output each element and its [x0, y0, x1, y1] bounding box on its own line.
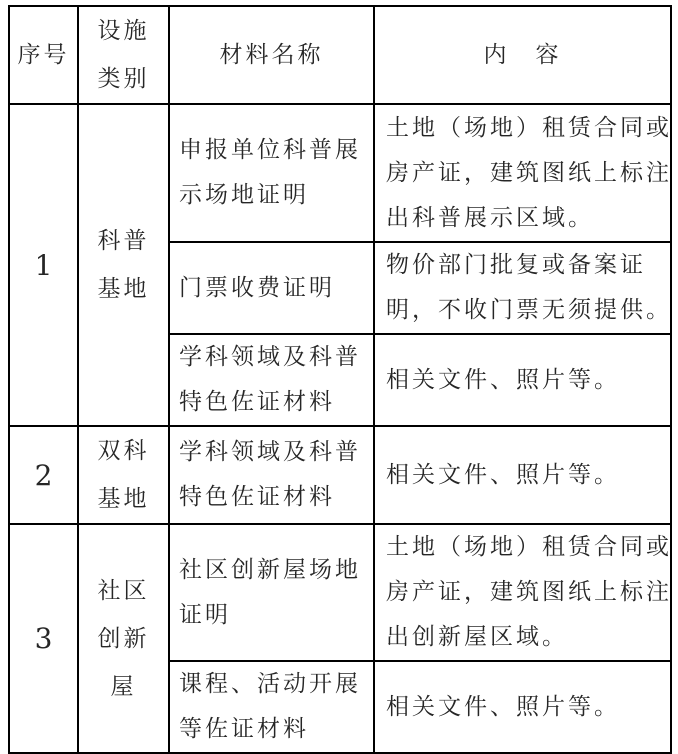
content-line: 房产证，建筑图纸上标注	[386, 159, 672, 186]
category-cell-shuangke-jidi	[78, 426, 169, 524]
material-cell	[169, 426, 374, 524]
material-line: 社区创新屋场地	[179, 556, 361, 583]
table-row	[9, 426, 671, 524]
content-line: 土地（场地）租赁合同或	[386, 534, 672, 560]
category-line: 基地	[97, 276, 150, 302]
seq-cell-3	[9, 524, 78, 753]
material-cell	[169, 334, 374, 426]
category-line: 基地	[97, 486, 150, 512]
material-line: 门票收费证明	[179, 274, 335, 301]
seq-value: 2	[34, 458, 53, 492]
header-content	[374, 6, 671, 104]
header-material	[169, 6, 374, 104]
seq-cell-2	[9, 426, 78, 524]
header-seq	[9, 6, 78, 104]
content-cell	[374, 426, 671, 524]
content-line: 相关文件、照片等。	[386, 461, 620, 488]
category-line: 双科	[97, 438, 150, 464]
header-content-label: 内 容	[483, 42, 562, 68]
category-line: 屋	[110, 673, 137, 700]
category-cell-shequ-chuangxinwu	[78, 524, 169, 753]
category-cell-kepu-jidi	[78, 104, 169, 426]
material-line: 等佐证材料	[179, 716, 309, 742]
content-line: 物价部门批复或备案证	[386, 252, 646, 278]
content-line: 房产证，建筑图纸上标注	[386, 579, 672, 605]
requirements-table	[8, 5, 672, 754]
material-line: 学科领域及科普	[179, 439, 361, 465]
content-cell	[374, 661, 671, 753]
seq-cell-1	[9, 104, 78, 426]
seq-value: 3	[34, 622, 53, 655]
material-line: 特色佐证材料	[179, 389, 335, 415]
material-line: 课程、活动开展	[179, 671, 361, 697]
header-category-line: 类别	[97, 66, 150, 92]
seq-value: 1	[34, 248, 53, 282]
header-category	[78, 6, 169, 104]
material-cell	[169, 242, 374, 334]
category-line: 社区	[97, 577, 150, 604]
content-line: 出创新屋区域。	[386, 624, 568, 650]
content-cell	[374, 242, 671, 334]
table-row	[9, 524, 671, 661]
material-line: 示场地证明	[179, 182, 309, 208]
table-row	[9, 104, 671, 242]
header-material-label: 材料名称	[219, 42, 324, 68]
header-seq-label: 序号	[17, 42, 70, 68]
material-line: 特色佐证材料	[179, 484, 335, 510]
material-cell	[169, 104, 374, 242]
content-cell	[374, 334, 671, 426]
material-line: 证明	[179, 601, 231, 628]
content-cell	[374, 104, 671, 242]
category-line: 科普	[97, 228, 150, 254]
content-line: 出科普展示区域。	[386, 204, 594, 231]
content-line: 相关文件、照片等。	[386, 366, 620, 393]
content-line: 相关文件、照片等。	[386, 693, 620, 720]
header-row	[9, 6, 671, 104]
content-cell	[374, 524, 671, 661]
material-cell	[169, 661, 374, 753]
header-category-line: 设施	[97, 18, 150, 44]
category-line: 创新	[97, 625, 150, 652]
material-line: 学科领域及科普	[179, 344, 361, 370]
content-line: 土地（场地）租赁合同或	[386, 114, 672, 141]
material-cell	[169, 524, 374, 661]
material-line: 申报单位科普展	[179, 137, 361, 163]
content-line: 明，不收门票无须提供。	[386, 297, 672, 323]
